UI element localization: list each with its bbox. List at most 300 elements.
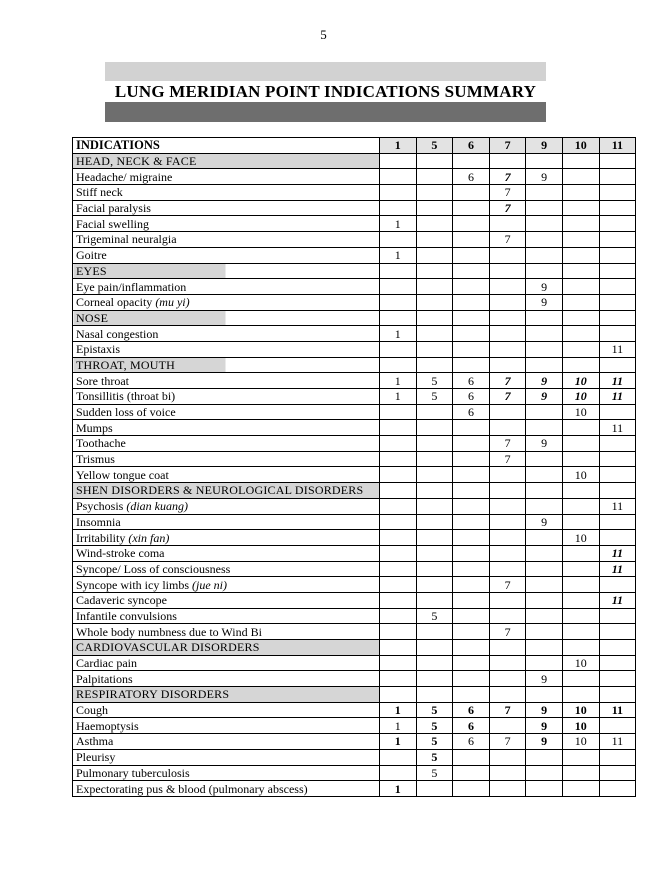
point-cell-5 <box>416 592 453 608</box>
point-cell-5 <box>416 671 453 687</box>
point-cell-9 <box>526 153 563 169</box>
point-cell-6 <box>453 436 490 452</box>
point-cell-7 <box>489 640 526 656</box>
indication-label: Epistaxis <box>73 341 380 357</box>
point-cell-5 <box>416 687 453 703</box>
point-cell-11 <box>599 294 636 310</box>
point-cell-6 <box>453 624 490 640</box>
point-cell-11: 11 <box>599 702 636 718</box>
point-cell-10: 10 <box>562 702 599 718</box>
point-cell-11 <box>599 624 636 640</box>
point-cell-10 <box>562 436 599 452</box>
point-cell-7 <box>489 216 526 232</box>
point-cell-5 <box>416 436 453 452</box>
indication-row <box>73 420 636 436</box>
point-cell-1 <box>380 169 417 185</box>
point-cell-6: 6 <box>453 169 490 185</box>
point-cell-6: 6 <box>453 702 490 718</box>
point-cell-1 <box>380 765 417 781</box>
indication-row <box>73 326 636 342</box>
indication-row <box>73 467 636 483</box>
point-cell-5 <box>416 420 453 436</box>
column-header-point-9: 9 <box>526 138 563 154</box>
point-cell-7: 7 <box>489 389 526 405</box>
point-cell-6 <box>453 655 490 671</box>
indication-row <box>73 451 636 467</box>
point-cell-7: 7 <box>489 436 526 452</box>
point-cell-5 <box>416 451 453 467</box>
point-cell-9: 9 <box>526 671 563 687</box>
point-cell-7 <box>489 420 526 436</box>
indication-label: Facial paralysis <box>73 200 380 216</box>
point-cell-7: 7 <box>489 624 526 640</box>
point-cell-10 <box>562 624 599 640</box>
point-cell-5 <box>416 404 453 420</box>
point-cell-1: 1 <box>380 734 417 750</box>
point-cell-1 <box>380 232 417 248</box>
point-cell-11: 11 <box>599 592 636 608</box>
indication-label: Sore throat <box>73 373 380 389</box>
point-cell-9 <box>526 451 563 467</box>
point-cell-6 <box>453 279 490 295</box>
point-cell-10 <box>562 765 599 781</box>
indication-row <box>73 279 636 295</box>
section-label: NOSE <box>73 310 380 326</box>
indication-label: Cough <box>73 702 380 718</box>
point-cell-6 <box>453 749 490 765</box>
indication-row <box>73 734 636 750</box>
section-row <box>73 310 636 326</box>
indications-column-header: INDICATIONS <box>73 138 380 154</box>
point-cell-1 <box>380 624 417 640</box>
point-cell-9 <box>526 608 563 624</box>
point-cell-11 <box>599 687 636 703</box>
indication-row <box>73 545 636 561</box>
point-cell-7 <box>489 671 526 687</box>
point-cell-1 <box>380 530 417 546</box>
indication-label: Sudden loss of voice <box>73 404 380 420</box>
section-row <box>73 153 636 169</box>
point-cell-1 <box>380 436 417 452</box>
point-cell-6 <box>453 185 490 201</box>
indication-label: Expectorating pus & blood (pulmonary abscess) <box>73 781 380 797</box>
point-cell-6 <box>453 294 490 310</box>
point-cell-10 <box>562 749 599 765</box>
point-cell-10 <box>562 341 599 357</box>
point-cell-9: 9 <box>526 514 563 530</box>
point-cell-1 <box>380 200 417 216</box>
point-cell-1 <box>380 514 417 530</box>
point-cell-11 <box>599 216 636 232</box>
point-cell-6 <box>453 216 490 232</box>
pinyin-term: (mu yi) <box>155 295 190 310</box>
point-cell-9 <box>526 310 563 326</box>
indication-label: Corneal opacity (mu yi) <box>73 294 380 310</box>
point-cell-10 <box>562 608 599 624</box>
point-cell-5 <box>416 530 453 546</box>
point-cell-5 <box>416 232 453 248</box>
indication-label: Cadaveric syncope <box>73 592 380 608</box>
point-cell-11 <box>599 718 636 734</box>
point-cell-11 <box>599 169 636 185</box>
point-cell-5: 5 <box>416 702 453 718</box>
point-cell-7 <box>489 404 526 420</box>
point-cell-5 <box>416 545 453 561</box>
point-cell-1 <box>380 592 417 608</box>
point-cell-10: 10 <box>562 655 599 671</box>
indication-label: Whole body numbness due to Wind Bi <box>73 624 380 640</box>
point-cell-7: 7 <box>489 451 526 467</box>
indication-row <box>73 608 636 624</box>
indication-row <box>73 514 636 530</box>
point-cell-1 <box>380 545 417 561</box>
point-cell-5 <box>416 781 453 797</box>
point-cell-5: 5 <box>416 765 453 781</box>
point-cell-11 <box>599 436 636 452</box>
point-cell-11 <box>599 640 636 656</box>
section-row <box>73 687 636 703</box>
point-cell-5 <box>416 263 453 279</box>
point-cell-10 <box>562 185 599 201</box>
point-cell-7: 7 <box>489 577 526 593</box>
point-cell-10: 10 <box>562 734 599 750</box>
point-cell-6 <box>453 608 490 624</box>
point-cell-7 <box>489 765 526 781</box>
point-cell-9 <box>526 420 563 436</box>
point-cell-5 <box>416 169 453 185</box>
point-cell-1 <box>380 294 417 310</box>
table-body <box>73 153 636 796</box>
pinyin-term: (xin fan) <box>128 530 170 545</box>
point-cell-6 <box>453 781 490 797</box>
section-row <box>73 483 636 499</box>
point-cell-11: 11 <box>599 420 636 436</box>
point-cell-10 <box>562 498 599 514</box>
point-cell-1: 1 <box>380 718 417 734</box>
point-cell-1: 1 <box>380 216 417 232</box>
point-cell-9 <box>526 232 563 248</box>
point-cell-11 <box>599 247 636 263</box>
point-cell-10: 10 <box>562 718 599 734</box>
point-cell-6 <box>453 232 490 248</box>
point-cell-7: 7 <box>489 200 526 216</box>
point-cell-9 <box>526 467 563 483</box>
point-cell-11 <box>599 326 636 342</box>
point-cell-10: 10 <box>562 467 599 483</box>
point-cell-11: 11 <box>599 545 636 561</box>
indication-row <box>73 185 636 201</box>
header-row <box>73 138 636 154</box>
point-cell-9 <box>526 592 563 608</box>
point-cell-9 <box>526 545 563 561</box>
point-cell-7 <box>489 781 526 797</box>
point-cell-11 <box>599 185 636 201</box>
point-cell-10: 10 <box>562 389 599 405</box>
point-cell-6 <box>453 561 490 577</box>
indication-row <box>73 577 636 593</box>
section-label: SHEN DISORDERS & NEUROLOGICAL DISORDERS <box>73 483 380 499</box>
indication-row <box>73 232 636 248</box>
point-cell-7 <box>489 483 526 499</box>
point-cell-11 <box>599 577 636 593</box>
indication-label: Syncope/ Loss of consciousness <box>73 561 380 577</box>
point-cell-9 <box>526 687 563 703</box>
indication-row <box>73 169 636 185</box>
indication-row <box>73 200 636 216</box>
point-cell-11: 11 <box>599 341 636 357</box>
point-cell-11 <box>599 357 636 373</box>
point-cell-1 <box>380 749 417 765</box>
point-cell-10 <box>562 216 599 232</box>
point-cell-6 <box>453 357 490 373</box>
point-cell-7 <box>489 153 526 169</box>
indication-label: Nasal congestion <box>73 326 380 342</box>
point-cell-10 <box>562 451 599 467</box>
point-cell-6 <box>453 640 490 656</box>
point-cell-10 <box>562 310 599 326</box>
point-cell-11 <box>599 514 636 530</box>
point-cell-6 <box>453 530 490 546</box>
point-cell-10 <box>562 592 599 608</box>
point-cell-9: 9 <box>526 718 563 734</box>
indication-row <box>73 389 636 405</box>
point-cell-10 <box>562 687 599 703</box>
point-cell-9: 9 <box>526 373 563 389</box>
point-cell-10 <box>562 200 599 216</box>
indication-label: Cardiac pain <box>73 655 380 671</box>
point-cell-7 <box>489 341 526 357</box>
indication-row <box>73 624 636 640</box>
indication-label: Toothache <box>73 436 380 452</box>
point-cell-9 <box>526 530 563 546</box>
point-cell-10 <box>562 420 599 436</box>
point-cell-11: 11 <box>599 734 636 750</box>
point-cell-7 <box>489 655 526 671</box>
point-cell-7 <box>489 279 526 295</box>
indication-label: Infantile convulsions <box>73 608 380 624</box>
indication-label: Yellow tongue coat <box>73 467 380 483</box>
point-cell-9: 9 <box>526 734 563 750</box>
point-cell-7 <box>489 687 526 703</box>
point-cell-10 <box>562 279 599 295</box>
point-cell-9 <box>526 765 563 781</box>
point-cell-5 <box>416 514 453 530</box>
point-cell-9 <box>526 640 563 656</box>
point-cell-9 <box>526 483 563 499</box>
column-header-point-6: 6 <box>453 138 490 154</box>
point-cell-1 <box>380 279 417 295</box>
indication-label: Stiff neck <box>73 185 380 201</box>
point-cell-7 <box>489 561 526 577</box>
point-cell-10 <box>562 357 599 373</box>
point-cell-9 <box>526 781 563 797</box>
page-number: 5 <box>320 27 327 42</box>
point-cell-7: 7 <box>489 169 526 185</box>
pinyin-term: (jue ni) <box>192 577 227 592</box>
point-cell-10: 10 <box>562 530 599 546</box>
indication-label: Irritability (xin fan) <box>73 530 380 546</box>
point-cell-5 <box>416 357 453 373</box>
point-cell-1 <box>380 185 417 201</box>
point-cell-10 <box>562 153 599 169</box>
section-label: CARDIOVASCULAR DISORDERS <box>73 640 380 656</box>
indication-row <box>73 373 636 389</box>
point-cell-7 <box>489 718 526 734</box>
indication-label: Tonsillitis (throat bi) <box>73 389 380 405</box>
point-cell-9 <box>526 185 563 201</box>
indication-row <box>73 671 636 687</box>
point-cell-6: 6 <box>453 389 490 405</box>
point-cell-7: 7 <box>489 185 526 201</box>
column-header-point-7: 7 <box>489 138 526 154</box>
point-cell-1 <box>380 498 417 514</box>
point-cell-6 <box>453 341 490 357</box>
point-cell-11 <box>599 749 636 765</box>
indication-row <box>73 655 636 671</box>
point-cell-10 <box>562 640 599 656</box>
point-cell-10 <box>562 483 599 499</box>
point-cell-6 <box>453 326 490 342</box>
section-row <box>73 357 636 373</box>
point-cell-5 <box>416 326 453 342</box>
indication-label: Psychosis (dian kuang) <box>73 498 380 514</box>
title-bar-top <box>105 62 546 81</box>
indication-label: Eye pain/inflammation <box>73 279 380 295</box>
point-cell-11 <box>599 263 636 279</box>
point-cell-1 <box>380 404 417 420</box>
point-cell-5 <box>416 153 453 169</box>
page-title: LUNG MERIDIAN POINT INDICATIONS SUMMARY <box>105 81 546 102</box>
point-cell-10 <box>562 169 599 185</box>
point-cell-6 <box>453 545 490 561</box>
point-cell-10 <box>562 263 599 279</box>
point-cell-9: 9 <box>526 169 563 185</box>
point-cell-5: 5 <box>416 734 453 750</box>
indication-label: Goitre <box>73 247 380 263</box>
point-cell-10: 10 <box>562 373 599 389</box>
indications-table <box>72 137 636 797</box>
column-header-point-1: 1 <box>380 138 417 154</box>
point-cell-6: 6 <box>453 404 490 420</box>
point-cell-6 <box>453 263 490 279</box>
point-cell-11 <box>599 608 636 624</box>
point-cell-7: 7 <box>489 702 526 718</box>
point-cell-11: 11 <box>599 561 636 577</box>
point-cell-7 <box>489 592 526 608</box>
point-cell-6 <box>453 467 490 483</box>
indication-label: Trigeminal neuralgia <box>73 232 380 248</box>
title-bar-bottom <box>105 102 546 122</box>
point-cell-7 <box>489 545 526 561</box>
indication-label: Headache/ migraine <box>73 169 380 185</box>
point-cell-5 <box>416 624 453 640</box>
point-cell-1: 1 <box>380 389 417 405</box>
point-cell-1: 1 <box>380 702 417 718</box>
indication-label: Facial swelling <box>73 216 380 232</box>
section-label: THROAT, MOUTH <box>73 357 380 373</box>
point-cell-1 <box>380 671 417 687</box>
table-header <box>73 138 636 154</box>
point-cell-10 <box>562 326 599 342</box>
point-cell-6: 6 <box>453 373 490 389</box>
point-cell-11 <box>599 153 636 169</box>
indication-row <box>73 404 636 420</box>
indication-row <box>73 702 636 718</box>
point-cell-6 <box>453 592 490 608</box>
indication-row <box>73 436 636 452</box>
point-cell-10 <box>562 561 599 577</box>
section-row <box>73 263 636 279</box>
indication-row <box>73 498 636 514</box>
point-cell-11 <box>599 671 636 687</box>
indication-label: Insomnia <box>73 514 380 530</box>
point-cell-1 <box>380 687 417 703</box>
point-cell-9 <box>526 200 563 216</box>
indication-label: Pulmonary tuberculosis <box>73 765 380 781</box>
point-cell-9 <box>526 655 563 671</box>
section-label: EYES <box>73 263 380 279</box>
section-label: RESPIRATORY DISORDERS <box>73 687 380 703</box>
indication-row <box>73 749 636 765</box>
point-cell-11 <box>599 530 636 546</box>
point-cell-1: 1 <box>380 781 417 797</box>
point-cell-7: 7 <box>489 734 526 750</box>
indication-row <box>73 561 636 577</box>
point-cell-6 <box>453 687 490 703</box>
indication-row <box>73 781 636 797</box>
point-cell-9 <box>526 247 563 263</box>
point-cell-1 <box>380 655 417 671</box>
title-block <box>105 62 546 122</box>
indication-label: Trismus <box>73 451 380 467</box>
point-cell-6 <box>453 765 490 781</box>
point-cell-11 <box>599 451 636 467</box>
point-cell-5: 5 <box>416 718 453 734</box>
point-cell-7 <box>489 608 526 624</box>
point-cell-10 <box>562 577 599 593</box>
point-cell-7 <box>489 310 526 326</box>
point-cell-6 <box>453 451 490 467</box>
point-cell-7 <box>489 514 526 530</box>
point-cell-1 <box>380 483 417 499</box>
point-cell-6 <box>453 514 490 530</box>
point-cell-6 <box>453 498 490 514</box>
point-cell-7 <box>489 498 526 514</box>
point-cell-1 <box>380 341 417 357</box>
point-cell-11 <box>599 467 636 483</box>
point-cell-1 <box>380 310 417 326</box>
point-cell-1 <box>380 357 417 373</box>
point-cell-11 <box>599 781 636 797</box>
indication-row <box>73 765 636 781</box>
indication-label: Asthma <box>73 734 380 750</box>
section-label: HEAD, NECK & FACE <box>73 153 380 169</box>
point-cell-1: 1 <box>380 373 417 389</box>
point-cell-9: 9 <box>526 294 563 310</box>
point-cell-1 <box>380 451 417 467</box>
point-cell-1: 1 <box>380 247 417 263</box>
point-cell-10 <box>562 671 599 687</box>
point-cell-11: 11 <box>599 498 636 514</box>
point-cell-7 <box>489 263 526 279</box>
point-cell-1 <box>380 420 417 436</box>
point-cell-9 <box>526 216 563 232</box>
point-cell-1 <box>380 608 417 624</box>
point-cell-5 <box>416 640 453 656</box>
point-cell-7 <box>489 294 526 310</box>
point-cell-1 <box>380 561 417 577</box>
point-cell-7 <box>489 357 526 373</box>
